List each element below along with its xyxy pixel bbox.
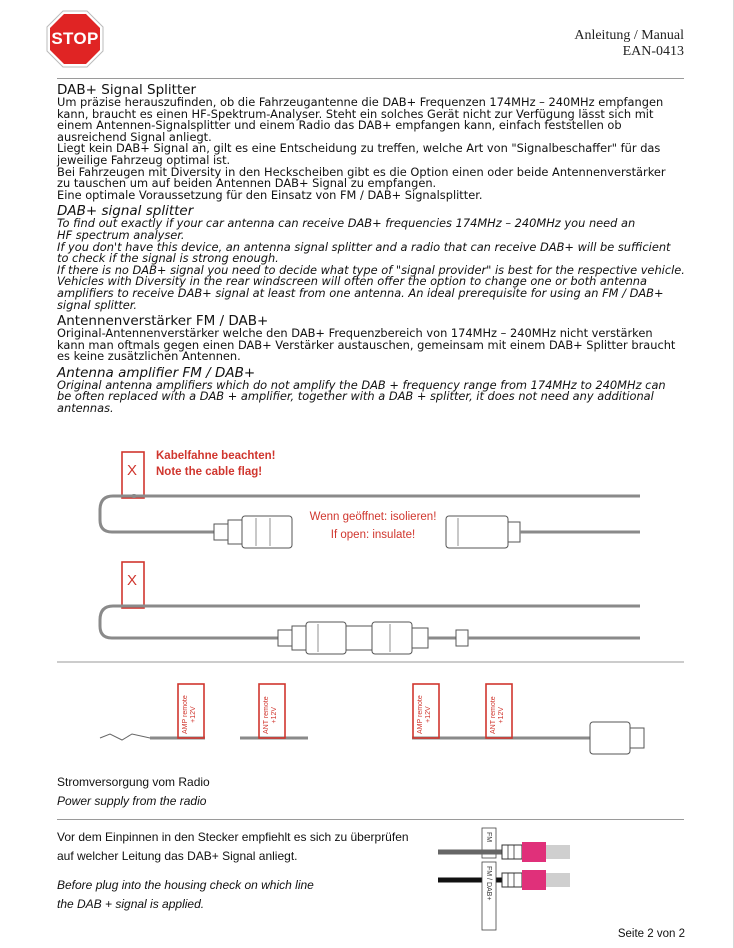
paragraph-line: ausreichend Signal anliegt. <box>57 129 212 144</box>
power-supply-en: Power supply from the radio <box>57 794 207 808</box>
section-amp-de <box>57 314 687 363</box>
open-insulate-en: If open: insulate! <box>330 529 416 541</box>
paragraph-line: Vehicles with Diversity in the rear windscreen will often offer the option to change one or both antenna <box>57 274 648 289</box>
fm-dab-tag-label: FM / DAB+ <box>485 866 492 901</box>
cable-flag-x-mark: X <box>127 572 138 589</box>
paragraph-line: Bei Fahrzeugen mit Diversity in den Heckscheiben gibt es die Option einen oder beide Antennenverstärker <box>57 164 666 179</box>
section-title: DAB+ signal splitter <box>57 203 194 220</box>
plug-check-de-line2: auf welcher Leitung das DAB+ Signal anliegt. <box>57 849 298 863</box>
manual-title: Anleitung / Manual <box>574 28 684 43</box>
paragraph-line: be often replaced with a DAB + amplifier, together with a DAB + splitter, it does not need any additional <box>57 389 654 404</box>
document-header <box>574 28 684 60</box>
paragraph-line: jeweilige Fahrzeug optimal ist. <box>57 152 231 167</box>
paragraph-line: To find out exactly if your car antenna can receive DAB+ frequencies 174MHz – 240MHz you need an <box>57 216 636 231</box>
section-title: Antennenverstärker FM / DAB+ <box>57 313 269 330</box>
paragraph-line: antennas. <box>57 401 114 416</box>
paragraph-line: HF spectrum analyser. <box>57 227 185 242</box>
section-title: DAB+ Signal Splitter <box>57 82 197 98</box>
paragraph-line: zu tauschen um auf beiden Antennen DAB+ Signal zu empfangen. <box>57 176 437 191</box>
ant-remote-label: ANT remote +12V <box>490 696 505 734</box>
section-dab-de <box>57 83 687 201</box>
paragraph-line: amplifiers to receive DAB+ signal at least from one antenna. An ideal prerequisite for using an FM / DAB+ <box>57 285 664 300</box>
plug-wires-illustration <box>438 824 598 934</box>
paragraph-line: If there is no DAB+ signal you need to decide what type of "signal provider" is best for the respective vehicle. <box>57 262 685 277</box>
paragraph-line: Liegt kein DAB+ Signal an, gilt es eine Entscheidung zu treffen, welche Art von "Signalbeschaffer" für das <box>57 141 661 156</box>
cable-flag-note-en: Note the cable flag! <box>156 466 263 478</box>
stop-sign-icon <box>46 10 104 68</box>
section-title: Antenna amplifier FM / DAB+ <box>57 364 256 381</box>
section-divider <box>57 819 684 820</box>
text-content <box>57 83 687 415</box>
paragraph-line: Original-Antennenverstärker welche den DAB+ Frequenzbereich von 174MHz – 240MHz nicht verstärken <box>57 326 653 341</box>
paragraph-line: einem Antennen-Signalsplitter und einem Radio das DAB+ empfangen kann, einfach feststellen ob <box>57 118 622 133</box>
paragraph-line: signal splitter. <box>57 297 138 312</box>
fm-tag-label: FM <box>485 832 492 843</box>
paragraph-line: Original antenna amplifiers which do not amplify the DAB + frequency range from 174MHz to 240MHz can <box>57 377 666 392</box>
paragraph-line: Um präzise herauszufinden, ob die Fahrzeugantenne die DAB+ Frequenzen 174MHz – 240MHz empfangen <box>57 95 664 109</box>
open-insulate-de: Wenn geöffnet: isolieren! <box>309 511 437 523</box>
paragraph-line: to check if the signal is strong enough. <box>57 251 279 266</box>
ean-code: EAN-0413 <box>622 44 684 59</box>
cable-flag-x-mark: X <box>127 462 138 479</box>
section-dab-en <box>57 204 687 311</box>
header-divider <box>57 78 684 79</box>
paragraph-line: Eine optimale Voraussetzung für den Einsatz von FM / DAB+ Signalsplitter. <box>57 187 483 202</box>
power-supply-de: Stromversorgung vom Radio <box>57 775 210 789</box>
section-amp-en <box>57 366 687 415</box>
cable-flag-note-de: Kabelfahne beachten! <box>156 450 276 462</box>
plug-check-en-line2: the DAB + signal is applied. <box>57 897 205 911</box>
plug-check-de-line1: Vor dem Einpinnen in den Stecker empfiehlt es sich zu überprüfen <box>57 830 409 844</box>
paragraph-line: kann man oftmals gegen einen DAB+ Verstärker austauschen, gemeinsam mit einem DAB+ Splitter braucht <box>57 337 676 352</box>
page-number: Seite 2 von 2 <box>617 928 685 940</box>
stop-sign-label: STOP <box>51 29 99 48</box>
ant-remote-label: ANT remote +12V <box>263 696 278 734</box>
amp-remote-label: AMP remote +12V <box>417 695 432 734</box>
paragraph-line: If you don't have this device, an antenna signal splitter and a radio that can receive DAB+ will be sufficient <box>57 239 671 254</box>
paragraph-line: kann, braucht es einen HF-Spektrum-Analyser. Steht ein solches Gerät nicht zur Verfügung lässt sich mit <box>57 106 654 121</box>
amp-remote-label: AMP remote +12V <box>182 695 197 734</box>
splitter-wiring-diagram <box>0 440 734 770</box>
paragraph-line: es keine zusätzlichen Antennen. <box>57 349 241 364</box>
plug-check-en-line1: Before plug into the housing check on which line <box>57 878 314 892</box>
